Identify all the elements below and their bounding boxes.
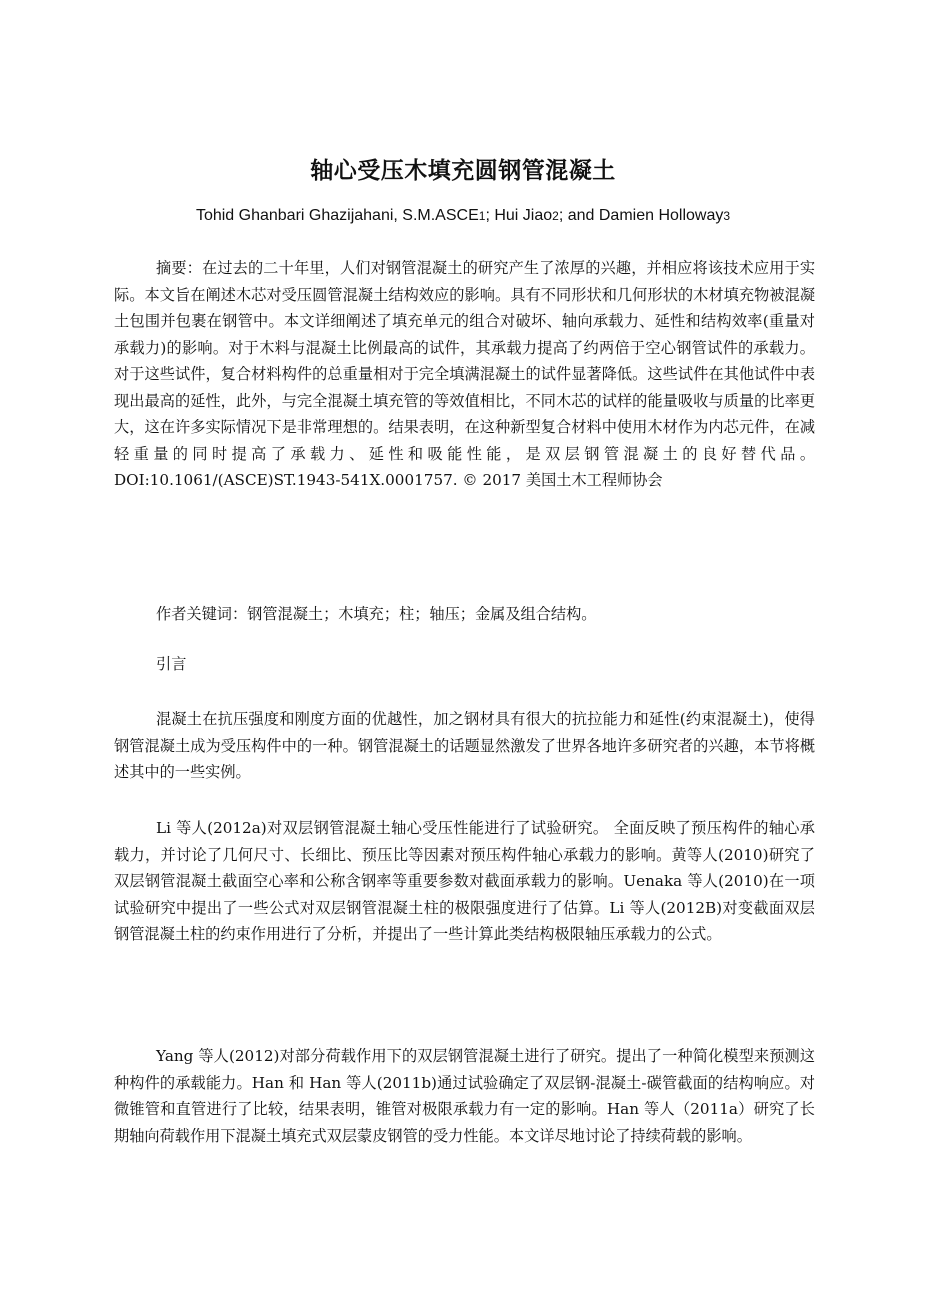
author-affiliation-mark: 1 (478, 209, 486, 223)
abstract-paragraph: 摘要：在过去的二十年里，人们对钢管混凝土的研究产生了浓厚的兴趣，并相应将该技术应用于实际。本文旨在阐述木芯对受压圆管混凝土结构效应的影响。具有不同形状和几何形状的木材填充物被混凝土包围并包裹在钢管中。本文详细阐述了填充单元的组合对破坏、轴向承载力、延性和结构效率(重量对承载力)的影响。对于木料与混凝土比例最高的试件，其承载力提高了约两倍于空心钢管试件的承载力。对于这些试件，复合材料构件的总重量相对于完全填满混凝土的试件显著降低。这些试件在其他试件中表现出最高的延性，此外，与完全混凝土填充管的等效值相比，不同木芯的试样的能量吸收与质量的比率更大，这在许多实际情况下是非常理想的。结果表明，在这种新型复合材料中使用木材作为内芯元件，在减轻重量的同时提高了承载力、延性和吸能性能，是双层钢管混凝土的良好替代品。DOI:10.1061/(ASCE)ST.1943-541X.0001757. © 2017 美国土木工程师协会 (114, 259, 815, 489)
section-heading-introduction: 引言 (156, 655, 187, 673)
author-affiliation-mark: 3 (723, 209, 731, 223)
author-separator: ; (485, 207, 495, 224)
paper-title: 轴心受压木填充圆钢管混凝土 (310, 158, 616, 184)
author-name: Tohid Ghanbari Ghazijahani, S.M.ASCE (195, 207, 479, 224)
body-paragraph: 混凝土在抗压强度和刚度方面的优越性，加之钢材具有很大的抗拉能力和延性(约束混凝土)，使得钢管混凝土成为受压构件中的一种。钢管混凝土的话题显然激发了世界各地许多研究者的兴趣，本节将概述其中的一些实例。 (114, 710, 815, 781)
author-line (0, 203, 926, 229)
author-name: Damien Holloway (598, 207, 724, 224)
body-paragraph: Yang 等人(2012)对部分荷载作用下的双层钢管混凝土进行了研究。提出了一种简化模型来预测这种构件的承载能力。Han 和 Han 等人(2011b)通过试验确定了双层钢-混凝土-碳管截面的结构响应。对微锥管和直管进行了比较，结果表明，锥管对极限承载力有一定的影响。Han 等人（2011a）研究了长期轴向荷载作用下混凝土填充式双层蒙皮钢管的受力性能。本文详尽地讨论了持续荷载的影响。 (114, 1047, 815, 1145)
author-affiliation-mark: 2 (552, 209, 559, 223)
keywords-paragraph: 作者关键词：钢管混凝土；木填充；柱；轴压；金属及组合结构。 (156, 605, 597, 623)
author-separator: ; and (558, 207, 599, 224)
author-name: Hui Jiao (494, 207, 553, 224)
body-paragraph: Li 等人(2012a)对双层钢管混凝土轴心受压性能进行了试验研究。 全面反映了预压构件的轴心承载力，并讨论了几何尺寸、长细比、预压比等因素对预压构件轴心承载力的影响。黄等人(2010)研究了双层钢管混凝土截面空心率和公称含钢率等重要参数对截面承载力的影响。Uenaka 等人(2010)在一项试验研究中提出了一些公式对双层钢管混凝土柱的极限强度进行了估算。Li 等人(2012B)对变截面双层钢管混凝土柱的约束作用进行了分析，并提出了一些计算此类结构极限轴压承载力的公式。 (114, 819, 815, 943)
